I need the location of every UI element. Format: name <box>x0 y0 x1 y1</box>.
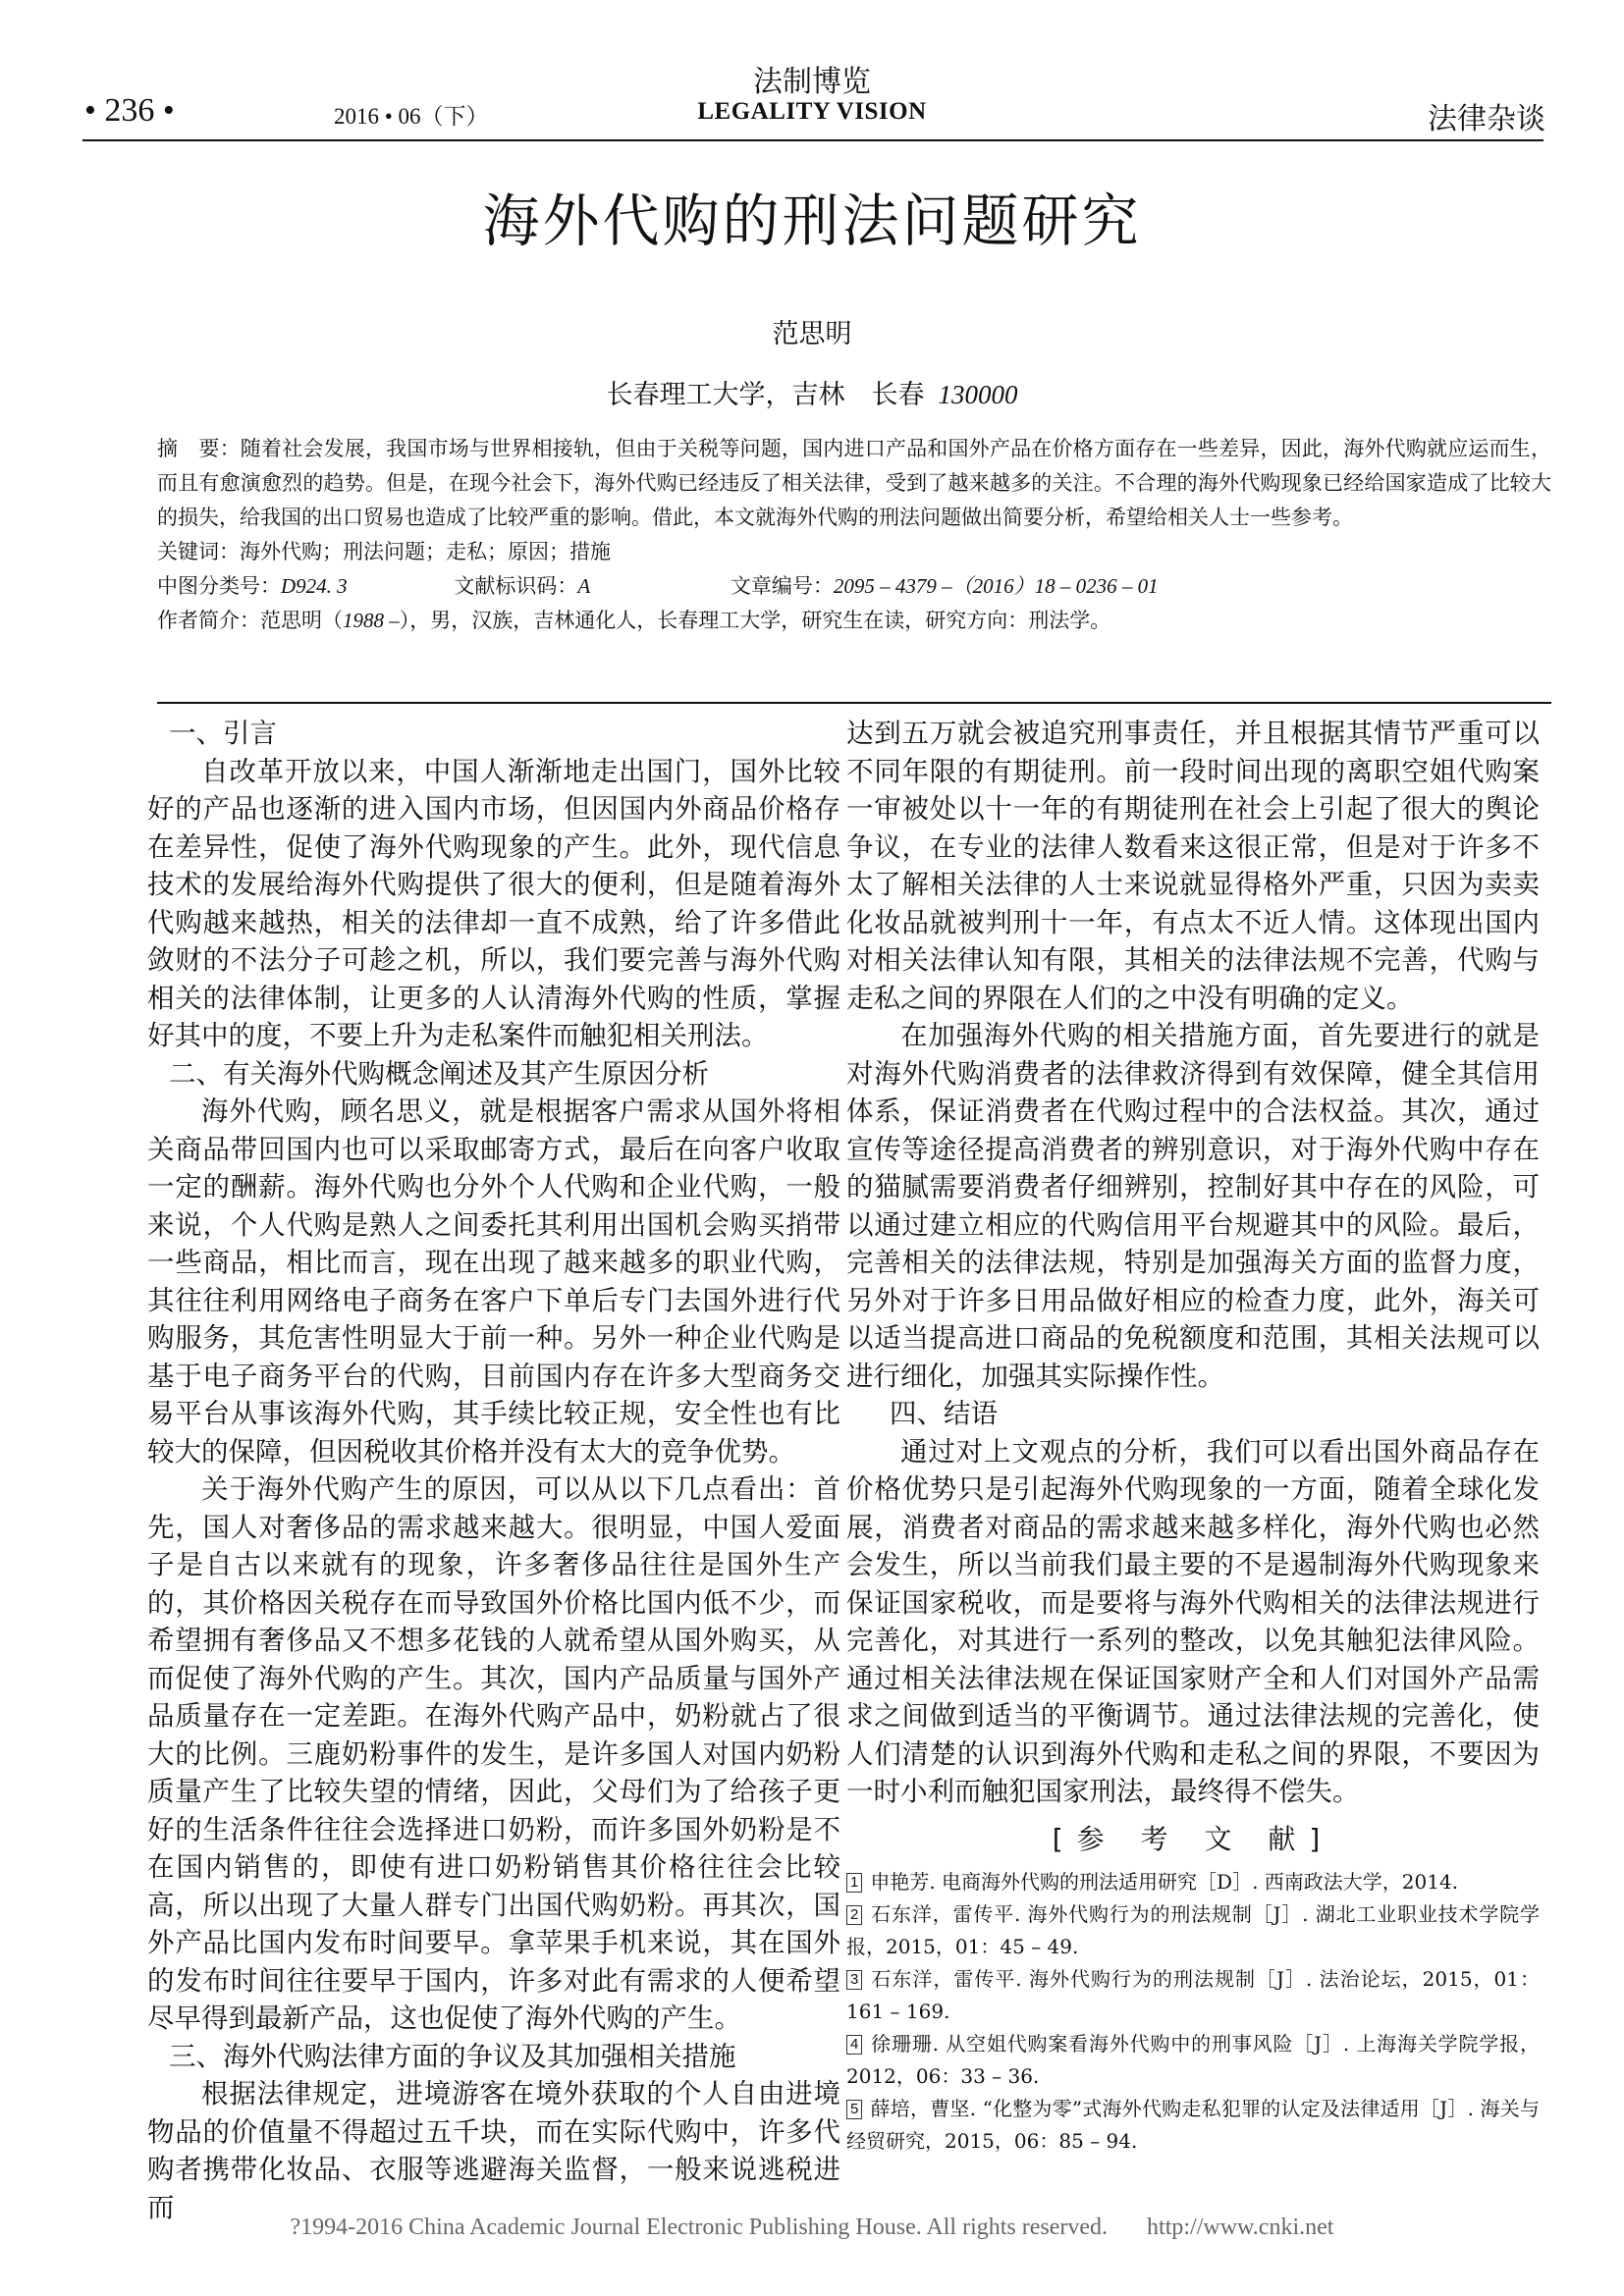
bio-year: 1988 – <box>343 609 400 632</box>
doc-code-label: 文献标识码： <box>454 574 578 598</box>
reference-text: 石东洋，雷传平. 海外代购行为的刑法规制［J］. 法治论坛，2015，01：161 – 169. <box>846 1967 1540 2023</box>
copyright-notice: ?1994-2016 China Academic Journal Electronic Publishing House. All rights reserved. <box>290 2215 1109 2240</box>
affiliation-zip: 130000 <box>938 380 1018 409</box>
footer-url[interactable]: http://www.cnki.net <box>1147 2215 1334 2240</box>
keywords-text: 海外代购；刑法问题；走私；原因；措施 <box>240 540 611 563</box>
abstract-block <box>157 432 1551 638</box>
abstract-text: 随着社会发展，我国市场与世界相接轨，但由于关税等问题，国内进口产品和国外产品在价格方面存在一些差异，因此，海外代购就应运而生，而且有愈演愈烈的趋势。但是，在现今社会下，海外代购已经违反了相关法律，受到了越来越多的关注。不合理的海外代购现象已经给国家造成了比较大的损失，给我国的出口贸易也造成了比较严重的影响。借此，本文就海外代购的刑法问题做出简要分析，希望给相关人士一些参考。 <box>157 437 1552 529</box>
paragraph: 海外代购，顾名思义，就是根据客户需求从国外将相关商品带回国内也可以采取邮寄方式，最后在向客户收取一定的酬薪。海外代购也分外个人代购和企业代购，一般来说，个人代购是熟人之间委托其利用出国机会购买捎带一些商品，相比而言，现在出现了越来越多的职业代购，其往往利用网络电子商务在客户下单后专门去国外进行代购服务，其危害性明显大于前一种。另外一种企业代购是基于电子商务平台的代购，目前国内存在许多大型商务交易平台从事该海外代购，其手续比较正规，安全性也有比较大的保障，但因税收其价格并没有太大的竞争优势。 <box>147 1095 840 1468</box>
reference-item <box>846 2093 1540 2158</box>
author-affiliation <box>0 373 1624 411</box>
author-bio-line <box>157 604 1551 638</box>
body-column-left <box>147 715 840 2226</box>
keywords-label: 关键词： <box>157 540 240 563</box>
keywords-line <box>157 535 1551 569</box>
header-divider <box>82 139 1543 141</box>
reference-text: 徐珊珊. 从空姐代购案看海外代购中的刑事风险［J］. 上海海关学院学报，2012，06：33 – 36. <box>846 2032 1540 2088</box>
reference-number: 1 <box>846 1873 862 1893</box>
reference-item <box>846 2028 1540 2093</box>
article-no-label: 文章编号： <box>730 574 834 598</box>
abstract-divider <box>157 702 1551 704</box>
reference-text: 石东洋，雷传平. 海外代购行为的刑法规制［J］. 湖北工业职业技术学院学报，2015，01：45 – 49. <box>846 1902 1540 1958</box>
reference-item <box>846 1963 1540 2028</box>
bio-label: 作者简介： <box>157 609 260 632</box>
section-heading-dispute: 三、海外代购法律方面的争议及其加强相关措施 <box>169 2040 736 2072</box>
article-no-value: 2095 – 4379 –（2016）18 – 0236 – 01 <box>833 574 1159 598</box>
paragraph: 在加强海外代购的相关措施方面，首先要进行的就是对海外代购消费者的法律救济得到有效保障，健全其信用体系，保证消费者在代购过程中的合法权益。其次，通过宣传等途径提高消费者的辨别意识，对于海外代购中存在的猫腻需要消费者仔细辨别，控制好其中存在的风险，可以通过建立相应的代购信用平台规避其中的风险。最后，完善相关的法律法规，特别是加强海关方面的监督力度，另外对于许多日用品做好相应的检查力度，此外，海关可以适当提高进口商品的免税额度和范围，其相关法规可以进行细化，加强其实际操作性。 <box>846 1020 1540 1392</box>
classification-line <box>157 569 1551 604</box>
article-title: 海外代购的刑法问题研究 <box>482 187 1142 254</box>
journal-name-en: LEGALITY VISION <box>697 98 927 125</box>
paragraph-continued: 达到五万就会被追究刑事责任，并且根据其情节严重可以不同年限的有期徒刑。前一段时间出现的离职空姐代购案一审被处以十一年的有期徒刑在社会上引起了很大的舆论争议，在专业的法律人数看来这很正常，但是对于许多不太了解相关法律的人士来说就显得格外严重，只因为卖卖化妆品就被判刑十一年，有点太不近人情。这体现出国内对相关法律认知有限，其相关的法律法规不完善，代购与走私之间的界限在人们的之中没有明确的定义。 <box>846 718 1540 1014</box>
journal-name-cn: 法制博览 <box>753 65 871 99</box>
section-heading-conclusion: 四、结语 <box>890 1398 998 1429</box>
reference-item <box>846 1898 1540 1963</box>
page-footer <box>0 2215 1624 2241</box>
issue-date: 2016 • 06（下） <box>334 104 489 129</box>
bio-name: 范思明（ <box>260 609 343 632</box>
paragraph: 根据法律规定，进境游客在境外获取的个人自由进境物品的价值量不得超过五千块，而在实际代购中，许多代购者携带化妆品、衣服等逃避海关监督，一般来说逃税进而 <box>147 2078 840 2223</box>
reference-text: 申艳芳. 电商海外代购的刑法适用研究［D］. 西南政法大学，2014. <box>870 1870 1459 1894</box>
reference-number: 5 <box>846 2100 862 2119</box>
paragraph: 通过对上文观点的分析，我们可以看出国外商品存在价格优势只是引起海外代购现象的一方面，随着全球化发展，消费者对商品的需求越来越多样化，海外代购也必然会发生，所以当前我们最主要的不是遏制海外代购现象来保证国家税收，而是要将与海外代购相关的法律法规进行完善化，对其进行一系列的整改，以免其触犯法律风险。通过相关法律法规在保证国家财产全和人们对国外产品需求之间做到适当的平衡调节。通过法律法规的完善化，使人们清楚的认识到海外代购和走私之间的界限，不要因为一时小利而触犯国家刑法，最终得不偿失。 <box>846 1435 1540 1807</box>
reference-number: 2 <box>846 1905 862 1925</box>
affiliation-text: 长春理工大学，吉林 长春 <box>606 380 925 410</box>
paragraph: 关于海外代购产生的原因，可以从以下几点看出：首先，国人对奢侈品的需求越来越大。很明显，中国人爱面子是自古以来就有的现象，许多奢侈品往往是国外生产的，其价格因关税存在而导致国外价格比国内低不少，而希望拥有奢侈品又不想多花钱的人就希望从国外购买，从而促使了海外代购的产生。其次，国内产品质量与国外产品质量存在一定差距。在海外代购产品中，奶粉就占了很大的比例。三鹿奶粉事件的发生，是许多国人对国内奶粉质量产生了比较失望的情绪，因此，父母们为了给孩子更好的生活条件往往会选择进口奶粉，而许多国外奶粉是不在国内销售的，即使有进口奶粉销售其价格往往会比较高，所以出现了大量人群专门出国代购奶粉。再其次，国外产品比国内发布时间要早。拿苹果手机来说，其在国外的发布时间往往要早于国内，许多对此有需求的人便希望尽早得到最新产品，这也促使了海外代购的产生。 <box>147 1473 840 2034</box>
bio-rest: ），男，汉族，吉林通化人，长春理工大学，研究生在读，研究方向：刑法学。 <box>399 609 1111 632</box>
abstract-label: 摘 要： <box>157 437 241 460</box>
section-heading-concept: 二、有关海外代购概念阐述及其产生原因分析 <box>169 1057 709 1090</box>
clc-label: 中图分类号： <box>157 574 281 598</box>
clc-value: D924. 3 <box>281 574 348 598</box>
references-title: [参 考 文 献] <box>1052 1822 1334 1855</box>
reference-number: 4 <box>846 2035 862 2055</box>
article-author: 范思明 <box>772 319 852 349</box>
abstract <box>157 432 1551 535</box>
reference-text: 薛培，曹坚. “化整为零”式海外代购走私犯罪的认定及法律适用［J］. 海关与经贸研究，2015，06：85 – 94. <box>846 2097 1540 2153</box>
page-number: • 236 • <box>84 92 175 129</box>
body-column-right <box>846 715 1540 2158</box>
reference-number: 3 <box>846 1970 862 1990</box>
section-heading-intro: 一、引言 <box>169 718 277 749</box>
doc-code-value: A <box>577 574 591 598</box>
paragraph: 自改革开放以来，中国人渐渐地走出国门，国外比较好的产品也逐渐的进入国内市场，但因国内外商品价格存在差异性，促使了海外代购现象的产生。此外，现代信息技术的发展给海外代购提供了很大的便利，但是随着海外代购越来越热，相关的法律却一直不成熟，给了许多借此敛财的不法分子可趁之机，所以，我们要完善与海外代购相关的法律体制，让更多的人认清海外代购的性质，掌握好其中的度，不要上升为走私案件而触犯相关刑法。 <box>147 755 840 1051</box>
column-name: 法律杂谈 <box>1428 102 1545 136</box>
reference-item <box>846 1866 1540 1898</box>
references-list <box>846 1866 1540 2158</box>
